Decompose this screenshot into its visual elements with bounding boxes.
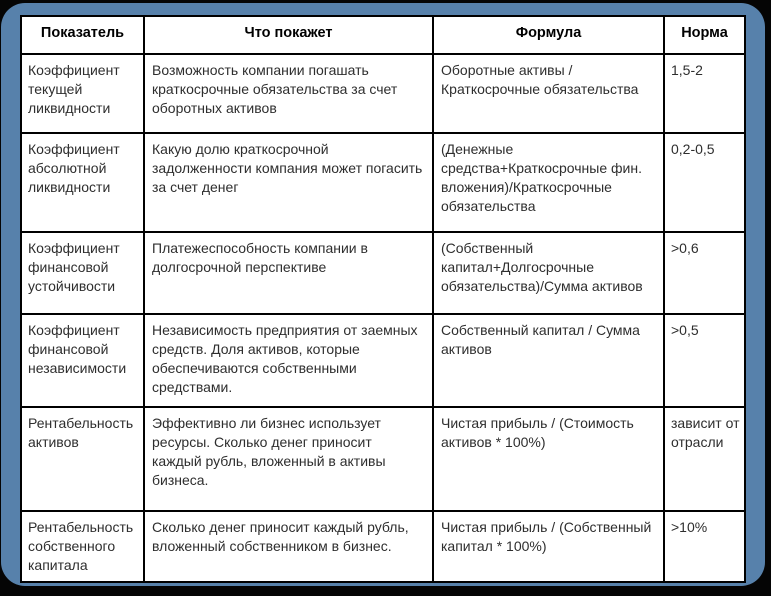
cell-description: Какую долю краткосрочной задолженности компания может погасить за счет денег (144, 133, 433, 232)
table-row-return-on-equity (21, 511, 745, 582)
cell-norm: 0,2-0,5 (664, 133, 745, 232)
table-row-financial-stability (21, 232, 745, 314)
cell-formula: Оборотные активы / Краткосрочные обязательства (433, 54, 664, 133)
cell-norm: 1,5-2 (664, 54, 745, 133)
table-row-financial-independence (21, 314, 745, 407)
cell-formula: Чистая прибыль / (Стоимость активов * 100%) (433, 407, 664, 511)
column-header-formula: Формула (433, 16, 664, 54)
cell-norm: >0,5 (664, 314, 745, 407)
cell-indicator: Коэффициент текущей ликвидности (21, 54, 144, 133)
cell-formula: (Собственный капитал+Долгосрочные обязательства)/Сумма активов (433, 232, 664, 314)
cell-formula: (Денежные средства+Краткосрочные фин. вложения)/Краткосрочные обязательства (433, 133, 664, 232)
blue-rounded-frame (1, 3, 765, 586)
cell-norm: >0,6 (664, 232, 745, 314)
cell-indicator: Рентабельность активов (21, 407, 144, 511)
cell-description: Эффективно ли бизнес использует ресурсы. Сколько денег приносит каждый рубль, вложенный в активы бизнеса. (144, 407, 433, 511)
table-row-current-liquidity (21, 54, 745, 133)
table-row-absolute-liquidity (21, 133, 745, 232)
cell-indicator: Рентабельность собственного капитала (21, 511, 144, 582)
table-row-return-on-assets (21, 407, 745, 511)
column-header-norm: Норма (664, 16, 745, 54)
table-header-row (21, 16, 745, 54)
cell-indicator: Коэффициент абсолютной ликвидности (21, 133, 144, 232)
cell-formula: Чистая прибыль / (Собственный капитал * 100%) (433, 511, 664, 582)
cell-description: Сколько денег приносит каждый рубль, вложенный собственником в бизнес. (144, 511, 433, 582)
cell-norm: >10% (664, 511, 745, 582)
column-header-what-it-shows: Что покажет (144, 16, 433, 54)
cell-indicator: Коэффициент финансовой независимости (21, 314, 144, 407)
cell-description: Платежеспособность компании в долгосрочной перспективе (144, 232, 433, 314)
cell-description: Возможность компании погашать краткосрочные обязательства за счет оборотных активов (144, 54, 433, 133)
cell-norm: зависит от отрасли (664, 407, 745, 511)
cell-indicator: Коэффициент финансовой устойчивости (21, 232, 144, 314)
financial-ratios-table (20, 15, 746, 583)
cell-formula: Собственный капитал / Сумма активов (433, 314, 664, 407)
column-header-indicator: Показатель (21, 16, 144, 54)
cell-description: Независимость предприятия от заемных средств. Доля активов, которые обеспечиваются собственными средствами. (144, 314, 433, 407)
